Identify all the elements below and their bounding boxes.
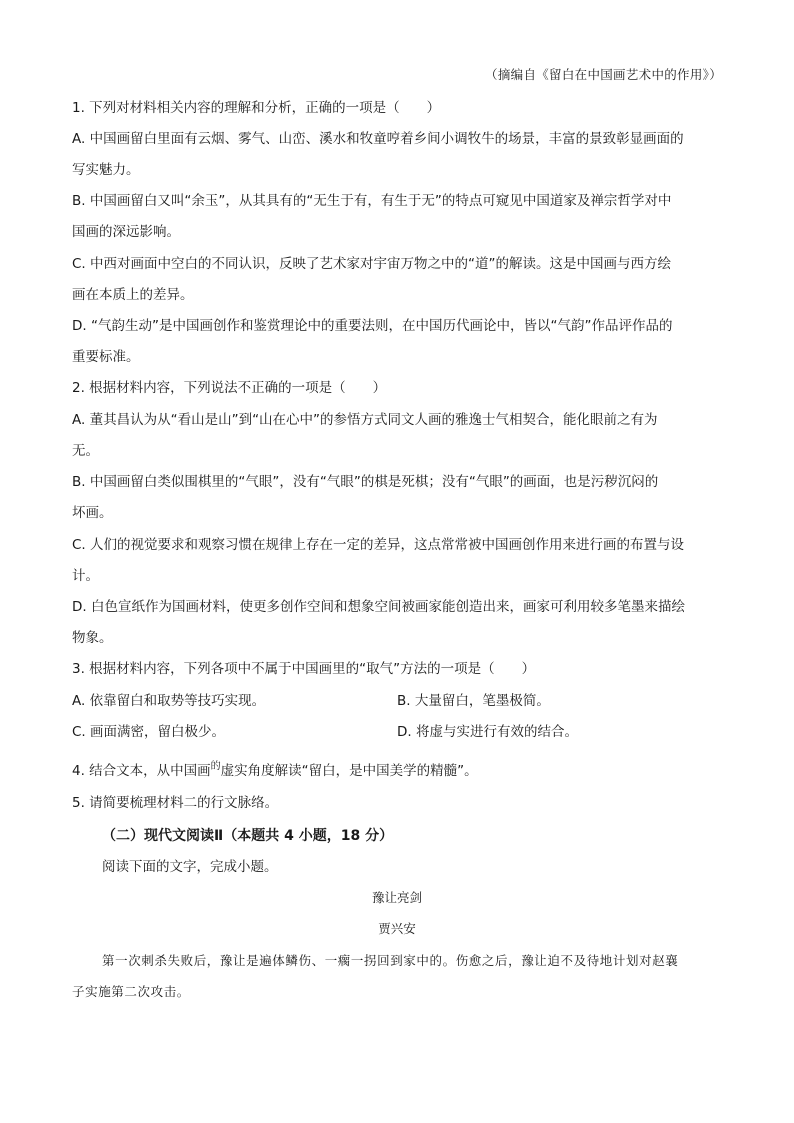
q3-stem: 3. 根据材料内容，下列各项中不属于中国画里的“取气”方法的一项是（ ）	[72, 661, 536, 677]
story-paragraph-line2: 子实施第二次攻击。	[72, 984, 190, 999]
q2-option-c-line2: 计。	[72, 568, 99, 584]
q1-option-a-line1: A. 中国画留白里面有云烟、雾气、山峦、溪水和牧童哼着乡间小调牧牛的场景，丰富的景致彰显画面的	[72, 131, 684, 147]
q3-option-a: A. 依靠留白和取势等技巧实现。	[72, 693, 266, 709]
section-instruction: 阅读下面的文字，完成小题。	[102, 859, 278, 875]
q4-stem-part1: 4. 结合文本，从中国画	[72, 763, 211, 779]
q1-option-a-line2: 写实魅力。	[72, 162, 140, 178]
section-title: （二）现代文阅读Ⅱ（本题共 4 小题，18 分）	[102, 828, 394, 844]
q2-option-d-line2: 物象。	[72, 630, 113, 646]
q1-option-c-line1: C. 中西对画面中空白的不同认识，反映了艺术家对宇宙万物之中的“道”的解读。这是中国画与西方绘	[72, 256, 671, 272]
q2-option-b-line1: B. 中国画留白类似围棋里的“气眼”，没有“气眼”的棋是死棋；没有“气眼”的画面，也是污秽沉闷的	[72, 474, 659, 490]
q1-option-b-line2: 国画的深远影响。	[72, 224, 180, 240]
q1-option-b-line1: B. 中国画留白又叫“余玉”，从其具有的“无生于有，有生于无”的特点可窥见中国道家及禅宗哲学对中	[72, 193, 672, 209]
q2-option-a-line1: A. 董其昌认为从“看山是山”到“山在心中”的参悟方式同文人画的雅逸士气相契合，能化眼前之有为	[72, 412, 658, 428]
q2-stem: 2. 根据材料内容，下列说法不正确的一项是（ ）	[72, 380, 387, 396]
q4-stem	[72, 761, 710, 783]
q3-option-c: C. 画面满密，留白极少。	[72, 724, 226, 740]
q1-option-d-line2: 重要标准。	[72, 349, 140, 365]
q2-option-a-line2: 无。	[72, 443, 99, 459]
q4-stem-part2: 虚实角度解读“留白，是中国美学的精髓”。	[220, 763, 478, 779]
q2-option-b-line2: 坏画。	[72, 505, 113, 521]
q3-option-b: B. 大量留白，笔墨极简。	[397, 693, 550, 709]
q3-option-d: D. 将虚与实进行有效的结合。	[397, 724, 578, 740]
story-author: 贾兴安	[378, 921, 416, 936]
source-note: （摘编自《留白在中国画艺术中的作用》）	[485, 67, 722, 82]
q1-stem: 1. 下列对材料相关内容的理解和分析，正确的一项是（ ）	[72, 100, 441, 116]
q4-raised-char: 的	[210, 761, 221, 772]
q5-stem: 5. 请简要梳理材料二的行文脉络。	[72, 795, 279, 811]
story-paragraph-line1: 第一次刺杀失败后，豫让是遍体鳞伤、一瘸一拐回到家中的。伤愈之后，豫让迫不及待地计划对赵襄	[102, 953, 679, 968]
q1-option-d-line1: D. “气韵生动”是中国画创作和鉴赏理论中的重要法则，在中国历代画论中，皆以“气韵”作品评作品的	[72, 318, 673, 334]
q1-option-c-line2: 画在本质上的差异。	[72, 287, 194, 303]
story-title: 豫让亮剑	[371, 890, 422, 905]
q2-option-d-line1: D. 白色宣纸作为国画材料，使更多创作空间和想象空间被画家能创造出来，画家可利用较多笔墨来描绘	[72, 599, 685, 615]
q2-option-c-line1: C. 人们的视觉要求和观察习惯在规律上存在一定的差异，这点常常被中国画创作用来进行画的布置与设	[72, 537, 685, 553]
